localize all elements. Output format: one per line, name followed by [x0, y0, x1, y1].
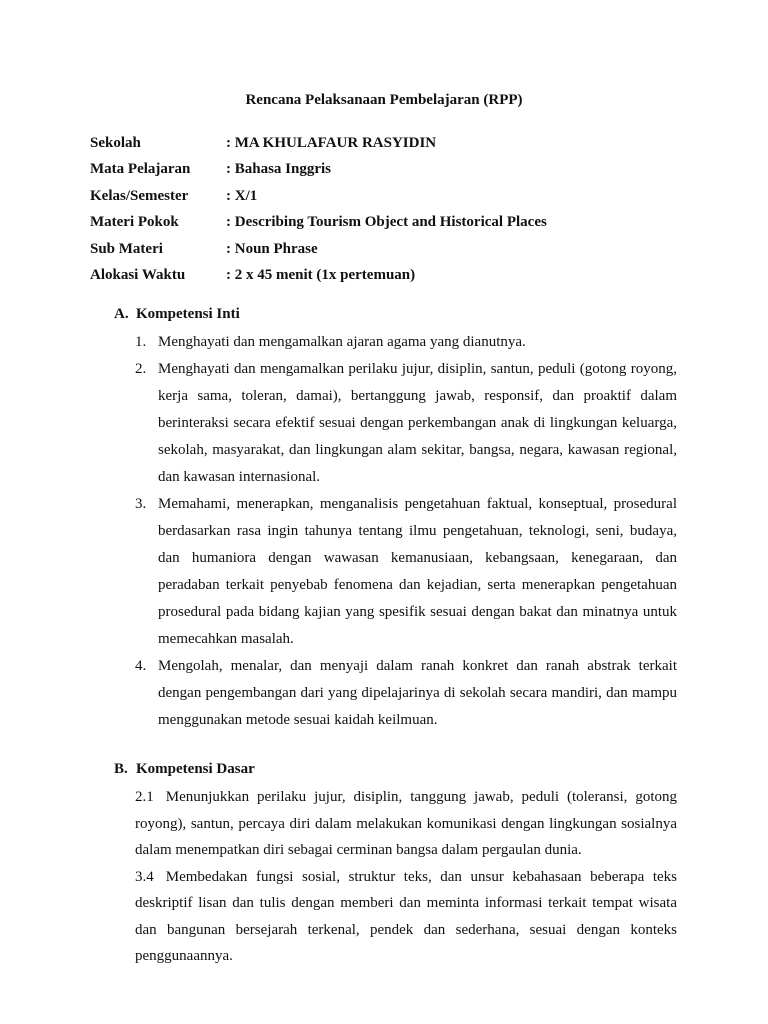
identity-label: Mata Pelajaran	[90, 161, 191, 178]
identity-value: : 2 x 45 menit (1x pertemuan)	[226, 266, 416, 283]
section-title: Kompetensi Inti	[136, 306, 240, 322]
list-text: Menghayati dan mengamalkan ajaran agama yang dianutnya.	[158, 334, 526, 350]
kd-text: Membedakan fungsi sosial, struktur teks, dan unsur kebahasaan beberapa teks deskriptif lisan dan tulis dengan memberi dan meminta informasi terkait tempat wisata dan bangunan bersejarah terkenal, pendek dan sederhana, sesuai dengan konteks penggunaannya.	[135, 868, 677, 964]
identity-row-subtopic	[90, 239, 547, 265]
section-b-heading	[114, 761, 255, 778]
section-title: Kompetensi Dasar	[136, 761, 255, 777]
identity-row-topic	[90, 212, 547, 238]
identity-label: Sekolah	[90, 135, 141, 151]
identity-value: : X/1	[226, 187, 258, 204]
list-item	[135, 491, 677, 653]
document-title: Rencana Pelaksanaan Pembelajaran (RPP)	[245, 92, 523, 108]
list-text: Memahami, menerapkan, menganalisis pengetahuan faktual, konseptual, prosedural berdasarkan rasa ingin tahunya tentang ilmu pengetahuan, teknologi, seni, budaya, dan humaniora dengan wawasan kemanusiaan, kebangsaan, kenegaraan, dan peradaban terkait penyebab fenomena dan kejadian, serta menerapkan pengetahuan prosedural pada bidang kajian yang spesifik sesuai dengan bakat dan minatnya untuk memecahkan masalah.	[158, 496, 677, 647]
kd-item	[135, 864, 677, 970]
list-item	[135, 356, 677, 491]
identity-label: Alokasi Waktu	[90, 266, 186, 283]
section-a-heading	[114, 306, 240, 323]
list-text: Menghayati dan mengamalkan perilaku jujur, disiplin, santun, peduli (gotong royong, kerja sama, toleran, damai), bertanggung jawab, responsif, dan proaktif dalam berinteraksi secara efektif sesuai dengan perkembangan anak di lingkungan keluarga, sekolah, masyarakat, dan lingkungan alam sekitar, bangsa, negara, kawasan regional, dan kawasan internasional.	[158, 361, 677, 485]
identity-label: Sub Materi	[90, 240, 163, 257]
identity-row-class	[90, 186, 547, 212]
list-item	[135, 329, 677, 356]
list-number: 2.	[135, 361, 147, 377]
list-item	[135, 653, 677, 734]
identity-row-school	[90, 133, 547, 159]
section-letter: B.	[114, 761, 128, 777]
kd-text: Menunjukkan perilaku jujur, disiplin, tanggung jawab, peduli (toleransi, gotong royong), santun, percaya diri dalam melakukan komunikasi dengan lingkungan sosialnya dalam menempatkan diri sebagai cerminan bangsa dalam pergaulan dunia.	[135, 789, 677, 858]
kd-item	[135, 784, 677, 864]
kd-code: 3.4	[135, 868, 154, 885]
kd-code: 2.1	[135, 789, 154, 805]
identity-label: Kelas/Semester	[90, 187, 189, 204]
identity-row-time	[90, 265, 547, 291]
identity-value: : MA KHULAFAUR RASYIDIN	[226, 135, 437, 151]
section-letter: A.	[114, 306, 129, 322]
identity-row-subject	[90, 159, 547, 185]
list-number: 4.	[135, 658, 147, 674]
identity-table	[90, 133, 547, 291]
list-text: Mengolah, menalar, dan menyaji dalam ranah konkret dan ranah abstrak terkait dengan pengembangan dari yang dipelajarinya di sekolah secara mandiri, dan mampu menggunakan metode sesuai kaidah keilmuan.	[158, 658, 677, 728]
list-number: 3.	[135, 496, 147, 512]
identity-value: : Bahasa Inggris	[226, 161, 332, 178]
identity-value: : Describing Tourism Object and Historical Places	[226, 214, 547, 231]
list-number: 1.	[135, 334, 147, 350]
identity-value: : Noun Phrase	[226, 240, 318, 257]
identity-label: Materi Pokok	[90, 214, 179, 231]
kompetensi-dasar-list	[135, 784, 677, 970]
kompetensi-inti-list	[135, 329, 677, 734]
